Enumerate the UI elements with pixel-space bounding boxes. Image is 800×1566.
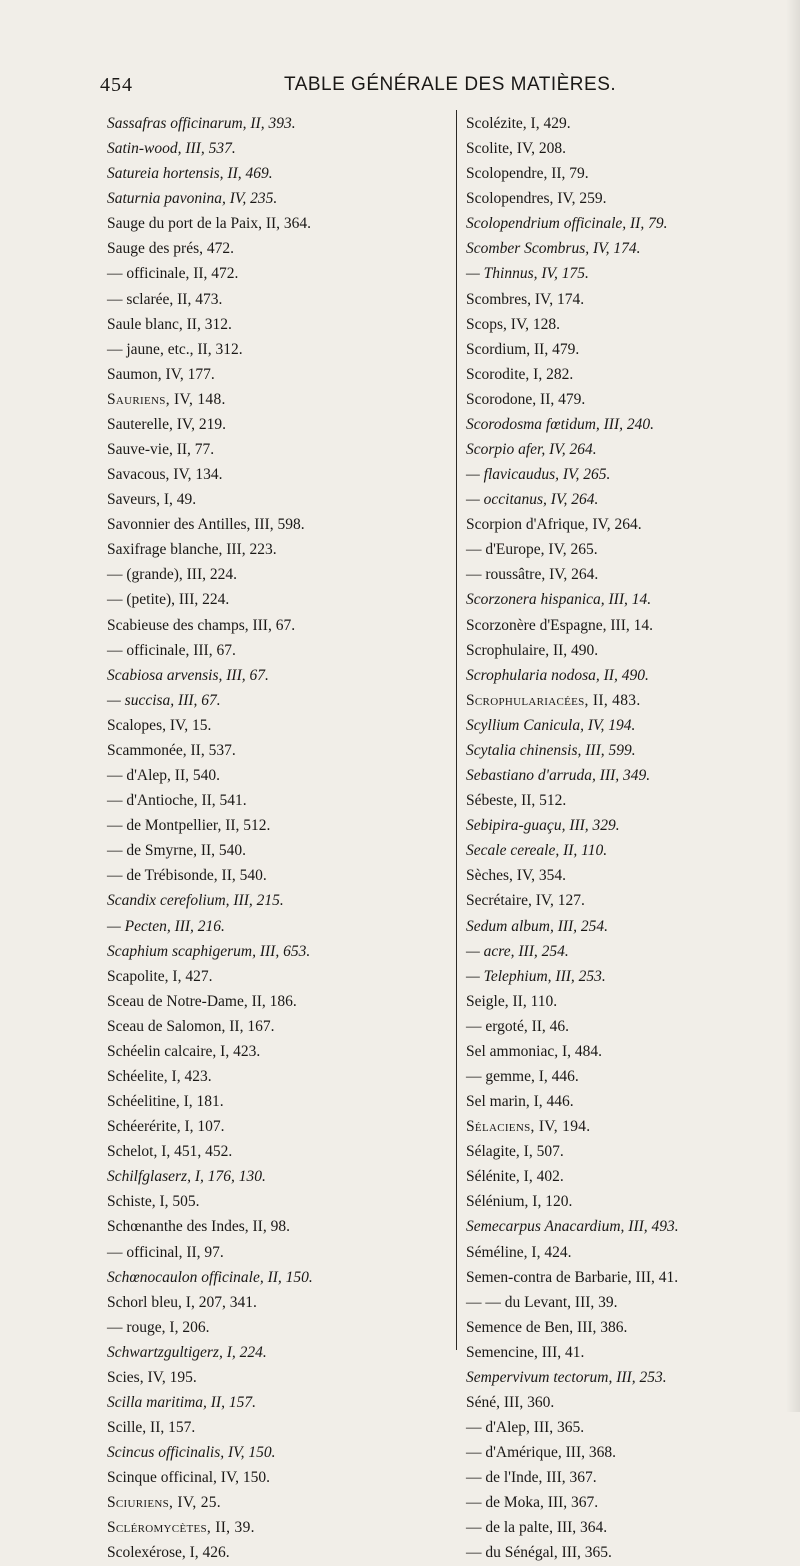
index-entry: — officinal, II, 97. <box>107 1243 224 1261</box>
index-entry: Savacous, IV, 134. <box>107 466 223 484</box>
index-entry: — officinale, III, 67. <box>107 641 236 659</box>
index-entry: Scrophulariacées, II, 483. <box>466 691 641 709</box>
index-entry: Saveurs, I, 49. <box>107 491 197 509</box>
index-entry: — jaune, etc., II, 312. <box>107 340 243 358</box>
index-entry: — gemme, I, 446. <box>466 1067 579 1085</box>
index-entry: Secale cereale, II, 110. <box>466 842 608 860</box>
index-entry: Saumon, IV, 177. <box>107 365 215 383</box>
index-entry: Séméline, I, 424. <box>466 1243 572 1261</box>
index-entry: Scille, II, 157. <box>107 1419 196 1437</box>
index-entry: Schilfglaserz, I, 176, 130. <box>107 1168 266 1186</box>
page-number: 454 <box>100 74 133 96</box>
index-entry: — de la palte, III, 364. <box>466 1519 608 1537</box>
index-entry: — succisa, III, 67. <box>107 691 221 709</box>
index-entry: Schœnanthe des Indes, II, 98. <box>107 1218 290 1236</box>
index-entry: — (petite), III, 224. <box>107 591 230 609</box>
index-entry: Satin-wood, III, 537. <box>107 140 236 158</box>
index-entry: Sedum album, III, 254. <box>466 917 609 935</box>
index-entry: Scapolite, I, 427. <box>107 967 213 985</box>
index-entry: Scinque officinal, IV, 150. <box>107 1469 271 1487</box>
index-entry: Scilla maritima, II, 157. <box>107 1393 256 1411</box>
index-entry: Sebastiano d'arruda, III, 349. <box>466 767 651 785</box>
index-entry: Scorpion d'Afrique, IV, 264. <box>466 516 642 534</box>
index-entry: — d'Antioche, II, 541. <box>107 792 247 810</box>
index-entry: Sauterelle, IV, 219. <box>107 415 226 433</box>
index-entry: Sempervivum tectorum, III, 253. <box>466 1368 667 1386</box>
index-entry: — Pecten, III, 216. <box>107 917 225 935</box>
index-entry: — acre, III, 254. <box>466 942 569 960</box>
running-title: TABLE GÉNÉRALE DES MATIÈRES. <box>284 74 617 95</box>
index-entry: Scalopes, IV, 15. <box>107 716 212 734</box>
index-entry: Scolézite, I, 429. <box>466 115 571 132</box>
index-entry: Scomber Scombrus, IV, 174. <box>466 240 641 258</box>
index-entry: — de Montpellier, II, 512. <box>107 817 271 835</box>
index-entry: Semecarpus Anacardium, III, 493. <box>466 1218 679 1236</box>
index-entry: Schéerérite, I, 107. <box>107 1118 225 1136</box>
index-entry: Scops, IV, 128. <box>466 315 561 333</box>
index-entry: Schelot, I, 451, 452. <box>107 1143 233 1161</box>
index-entry: Scabiosa arvensis, III, 67. <box>107 666 269 684</box>
index-entry: Scyllium Canicula, IV, 194. <box>466 716 636 734</box>
index-entry: Savonnier des Antilles, III, 598. <box>107 516 305 534</box>
index-entry: Sel ammoniac, I, 484. <box>466 1042 603 1060</box>
index-entry: — flavicaudus, IV, 265. <box>466 466 611 484</box>
index-entry: Scorzonera hispanica, III, 14. <box>466 591 652 609</box>
index-entry: Scaphium scaphigerum, III, 653. <box>107 942 311 960</box>
index-entry: Sauriens, IV, 148. <box>107 390 226 408</box>
index-entry: Sebipira-guaçu, III, 329. <box>466 817 620 835</box>
page-edge-shadow <box>786 0 800 1412</box>
index-entry: Scies, IV, 195. <box>107 1368 197 1386</box>
index-entry: Scombres, IV, 174. <box>466 290 585 308</box>
index-entry: — officinale, II, 472. <box>107 265 239 283</box>
index-entry: Sceau de Notre-Dame, II, 186. <box>107 992 297 1010</box>
index-entry: Scammonée, II, 537. <box>107 741 236 759</box>
index-entry: Saule blanc, II, 312. <box>107 315 232 333</box>
index-entry: Schwartzgultigerz, I, 224. <box>107 1343 267 1361</box>
index-entry: — de Trébisonde, II, 540. <box>107 867 267 885</box>
index-entry: Sauge des prés, 472. <box>107 240 234 258</box>
index-entry: Schéelin calcaire, I, 423. <box>107 1042 261 1060</box>
index-entry: Scorodone, II, 479. <box>466 390 586 408</box>
index-entry: — rouge, I, 206. <box>107 1318 210 1336</box>
index-entry: Schorl bleu, I, 207, 341. <box>107 1293 257 1311</box>
index-entry: — ergoté, II, 46. <box>466 1017 570 1035</box>
index-entry: Satureia hortensis, II, 469. <box>107 165 273 183</box>
index-entry: Scorzonère d'Espagne, III, 14. <box>466 616 653 634</box>
index-entry: Schiste, I, 505. <box>107 1193 200 1211</box>
index-entry: Schéelite, I, 423. <box>107 1067 212 1085</box>
index-entry: Saturnia pavonina, IV, 235. <box>107 190 278 208</box>
index-entry: Scorpio afer, IV, 264. <box>466 441 597 459</box>
index-entry: — Telephium, III, 253. <box>466 967 606 985</box>
index-entry: Scordium, II, 479. <box>466 340 580 358</box>
index-entry: Scorodosma fœtidum, III, 240. <box>466 415 654 433</box>
index-entry: Sélénite, I, 402. <box>466 1168 564 1186</box>
index-entry: — du Sénégal, III, 365. <box>466 1544 612 1562</box>
index-entry: Séné, III, 360. <box>466 1393 555 1411</box>
index-entry: Schœnocaulon officinale, II, 150. <box>107 1268 313 1286</box>
index-entry: Secrétaire, IV, 127. <box>466 892 585 910</box>
index-entry: Sébeste, II, 512. <box>466 792 567 810</box>
index-entry: Semencine, III, 41. <box>466 1343 585 1361</box>
index-entry: Sassafras officinarum, II, 393. <box>107 115 296 132</box>
index-column-right <box>466 111 786 1566</box>
index-entry: Sauve-vie, II, 77. <box>107 441 215 459</box>
index-entry: — d'Alep, II, 540. <box>107 767 220 785</box>
index-entry: Scrophularia nodosa, II, 490. <box>466 666 649 684</box>
index-entry: Scorodite, I, 282. <box>466 365 574 383</box>
running-header <box>100 74 640 106</box>
index-entry: Scolopendrium officinale, II, 79. <box>466 215 668 233</box>
index-entry: Scincus officinalis, IV, 150. <box>107 1444 276 1462</box>
index-entry: Semen-contra de Barbarie, III, 41. <box>466 1268 679 1286</box>
index-entry: Sceau de Salomon, II, 167. <box>107 1017 275 1035</box>
index-entry: Schéelitine, I, 181. <box>107 1093 224 1111</box>
index-entry: — — du Levant, III, 39. <box>466 1293 618 1311</box>
index-entry: — (grande), III, 224. <box>107 566 237 584</box>
index-entry: Scabieuse des champs, III, 67. <box>107 616 296 634</box>
index-entry: Sélaciens, IV, 194. <box>466 1118 591 1136</box>
column-divider <box>456 110 457 1350</box>
index-entry: Sélagite, I, 507. <box>466 1143 564 1161</box>
index-entry: — de Smyrne, II, 540. <box>107 842 247 860</box>
index-entry: Scrophulaire, II, 490. <box>466 641 599 659</box>
index-entry: Sauge du port de la Paix, II, 364. <box>107 215 312 233</box>
index-entry: — Thinnus, IV, 175. <box>466 265 589 283</box>
index-entry: — d'Amérique, III, 368. <box>466 1444 617 1462</box>
index-entry: — d'Alep, III, 365. <box>466 1419 585 1437</box>
index-entry: Seigle, II, 110. <box>466 992 558 1010</box>
index-entry: — de Moka, III, 367. <box>466 1494 599 1512</box>
index-entry: — d'Europe, IV, 265. <box>466 541 598 559</box>
index-entry: Scléromycètes, II, 39. <box>107 1519 255 1537</box>
index-entry: — occitanus, IV, 264. <box>466 491 599 509</box>
index-entry: — de l'Inde, III, 367. <box>466 1469 597 1487</box>
index-entry: Scytalia chinensis, III, 599. <box>466 741 636 759</box>
index-entry: — sclarée, II, 473. <box>107 290 223 308</box>
index-entry: — roussâtre, IV, 264. <box>466 566 599 584</box>
index-entry: Scandix cerefolium, III, 215. <box>107 892 284 910</box>
index-column-left <box>107 111 452 1566</box>
index-entry: Saxifrage blanche, III, 223. <box>107 541 277 559</box>
index-entry: Sciuriens, IV, 25. <box>107 1494 221 1512</box>
index-entry: Scolopendre, II, 79. <box>466 165 589 183</box>
index-entry: Scolite, IV, 208. <box>466 140 567 158</box>
index-entry: Scolopendres, IV, 259. <box>466 190 607 208</box>
index-entry: Sèches, IV, 354. <box>466 867 567 885</box>
index-entry: Sel marin, I, 446. <box>466 1093 574 1111</box>
index-entry: Semence de Ben, III, 386. <box>466 1318 628 1336</box>
index-entry: Sélénium, I, 120. <box>466 1193 573 1211</box>
index-entry: Scolexérose, I, 426. <box>107 1544 230 1562</box>
